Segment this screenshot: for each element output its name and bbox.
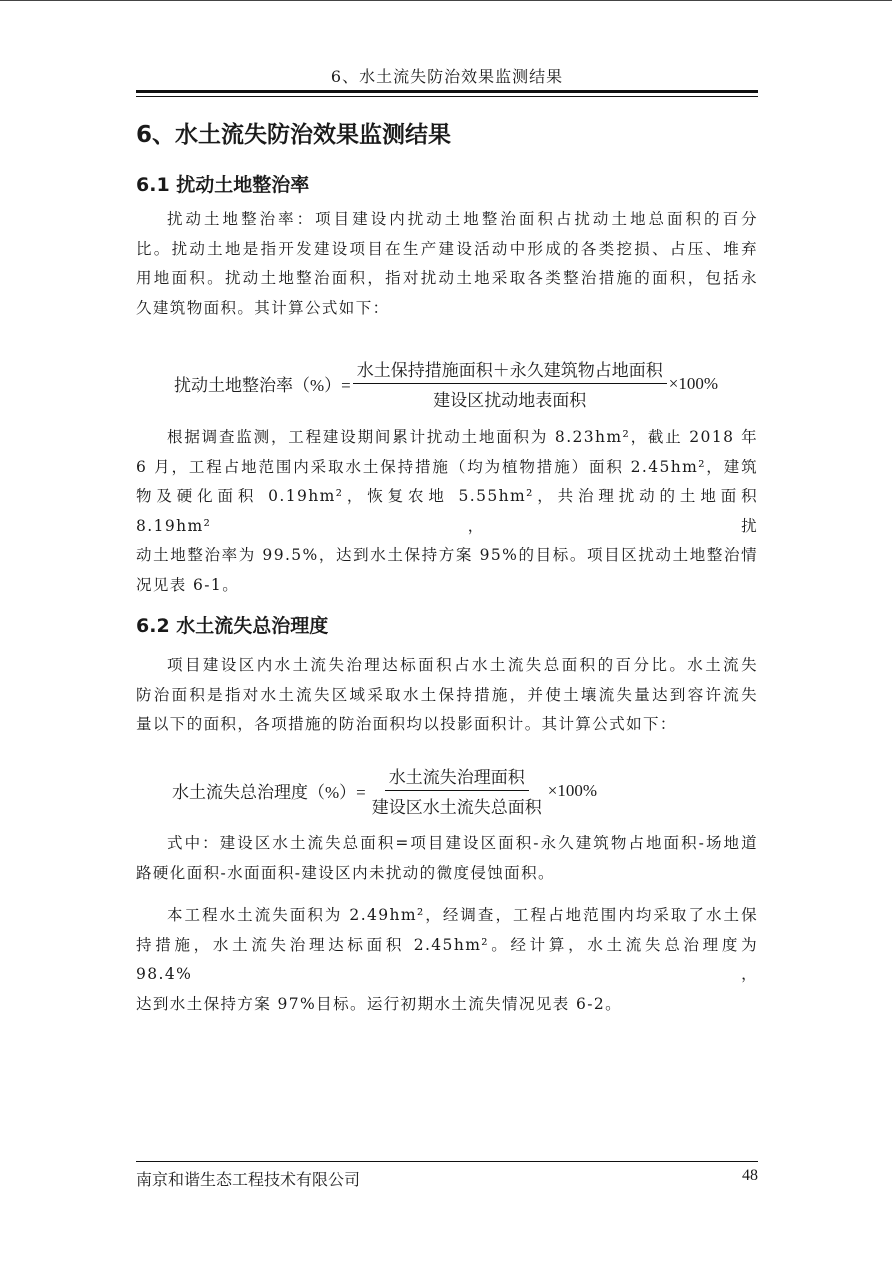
text-line: 动土地整治率为 99.5%，达到水土保持方案 95%的目标。项目区扰动土地整治情 (136, 546, 758, 564)
formula-numerator: 水土保持措施面积＋永久建筑物占地面积 (353, 356, 667, 384)
text-line: 比。扰动土地是指开发建设项目在生产建设活动中形成的各类挖损、占压、堆弃 (136, 239, 758, 258)
text-line: 根据调查监测，工程建设期间累计扰动土地面积为 8.23hm²，截止 2018 年 (167, 428, 758, 446)
text-line: 6 月，工程占地范围内采取水土保持措施（均为植物措施）面积 2.45hm²，建筑 (136, 457, 758, 476)
formula-erosion-control-degree (172, 763, 597, 818)
page-top-border (0, 0, 892, 1)
subsection-6-1-title: 6.1 扰动土地整治率 (136, 174, 310, 196)
text-line: 达到水土保持方案 97%目标。运行初期水土流失情况见表 6-2。 (136, 994, 623, 1013)
s62-paragraph-3 (136, 901, 758, 1019)
page-number: 48 (742, 1167, 758, 1184)
formula-denominator: 建设区扰动地表面积 (433, 391, 587, 410)
section-title: 6、水土流失防治效果监测结果 (136, 122, 452, 148)
text-line: 况见表 6-1。 (136, 575, 240, 594)
header-rule-thin (136, 96, 758, 97)
formula-disturbed-land-rate (174, 356, 718, 411)
text-line: 本工程水土流失面积为 2.49hm²，经调查，工程占地范围内均采取了水土保 (167, 906, 758, 924)
formula-factor: ×100% (547, 780, 597, 800)
text-line: 久建筑物面积。其计算公式如下： (136, 298, 390, 317)
formula-factor: ×100% (668, 373, 718, 393)
text-line: 式中：建设区水土流失总面积=项目建设区面积-永久建筑物占地面积-场地道 (167, 834, 758, 852)
formula-lhs: 水土流失总治理度（%）= (172, 783, 366, 802)
subsection-6-2-title: 6.2 水土流失总治理度 (136, 615, 329, 637)
text-line: 持措施，水土流失治理达标面积 2.45hm²。经计算，水土流失总治理度为 98.4%， (136, 935, 758, 983)
running-header: 6、水土流失防治效果监测结果 (330, 67, 564, 86)
text-line: 量以下的面积，各项措施的防治面积均以投影面积计。其计算公式如下： (136, 715, 677, 733)
footer-rule (136, 1161, 758, 1162)
s61-paragraph-2 (136, 423, 758, 600)
text-line: 物及硬化面积 0.19hm²，恢复农地 5.55hm²，共治理扰动的土地面积 8.19hm²，扰 (136, 487, 758, 535)
formula-lhs: 扰动土地整治率（%）= (174, 376, 351, 395)
formula-fraction (368, 763, 546, 818)
text-line: 路硬化面积-水面面积-建设区内未扰动的微度侵蚀面积。 (136, 863, 555, 882)
text-line: 防治面积是指对水土流失区域采取水土保持措施，并使土壤流失量达到容许流失 (136, 685, 758, 704)
formula-numerator: 水土流失治理面积 (385, 763, 529, 791)
s62-paragraph-1 (136, 651, 758, 740)
formula-fraction (353, 356, 667, 411)
s61-paragraph-1 (136, 205, 758, 323)
header-rule-thick (136, 90, 758, 93)
footer-company: 南京和谐生态工程技术有限公司 (136, 1170, 361, 1189)
formula-denominator: 建设区水土流失总面积 (371, 798, 542, 817)
text-line: 用地面积。扰动土地整治面积，指对扰动土地采取各类整治措施的面积，包括永 (136, 269, 758, 287)
text-line: 项目建设区内水土流失治理达标面积占水土流失总面积的百分比。水土流失 (167, 656, 758, 674)
s62-paragraph-2 (136, 829, 758, 888)
text-line: 扰动土地整治率：项目建设内扰动土地整治面积占扰动土地总面积的百分 (167, 210, 758, 228)
